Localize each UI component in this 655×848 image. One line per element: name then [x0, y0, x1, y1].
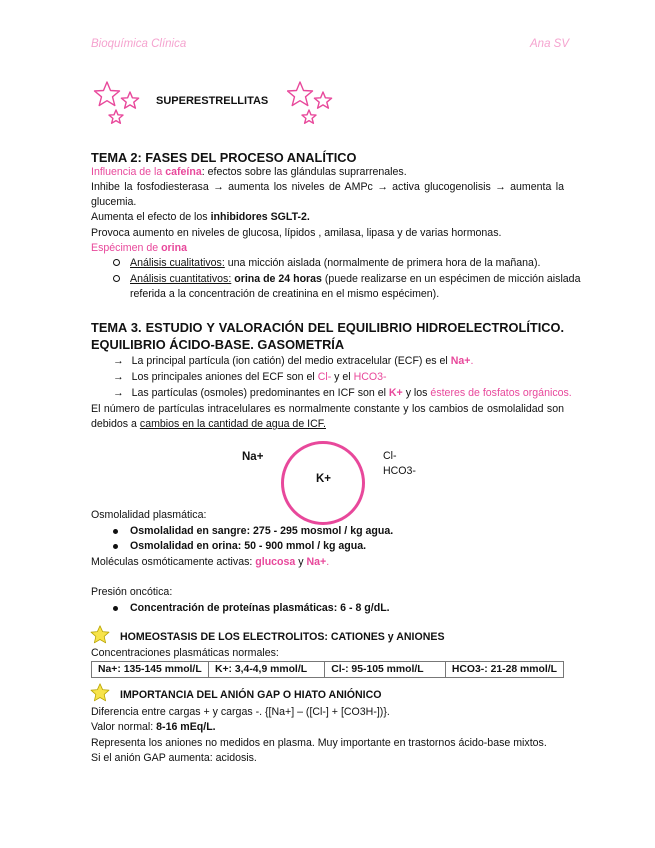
text-cafeina: cafeína [165, 166, 202, 178]
title: SUPERESTRELLITAS [156, 95, 269, 107]
text: . [326, 556, 330, 568]
list-item-cont: referida a la concentración de creatinina en el mismo espécimen). [130, 288, 440, 300]
homeo-heading: HOMEOSTASIS DE LOS ELECTROLITOS: CATIONES y ANIONES [120, 631, 445, 643]
list-item [113, 601, 390, 616]
star-filled-icon [90, 683, 110, 702]
header-subject: Bioquímica Clínica [91, 38, 187, 50]
text: (puede realizarse en un espécimen de micción aislada [321, 273, 581, 285]
text: y [295, 556, 307, 568]
header-author: Ana SV [530, 38, 569, 50]
arrow-right-icon: → [113, 355, 124, 367]
text-cl: Cl- [317, 371, 332, 383]
text-underline: Análisis cuantitativos: [130, 273, 232, 285]
text-hco3: HCO3- [353, 371, 387, 383]
text-na: Na+ [450, 355, 471, 367]
diagram-hco3-label: HCO3- [383, 465, 416, 477]
tema3-paragraph-1: El número de partículas intracelulares es normalmente constante y los cambios de osmolalidad son [91, 403, 564, 415]
diagram-k-label: K+ [316, 473, 332, 485]
osmo-label: Osmolalidad plasmática: [91, 509, 207, 521]
homeo-sub: Concentraciones plasmáticas normales: [91, 647, 279, 659]
text: una micción aislada (normalmente de primera hora de la mañana). [224, 257, 541, 269]
tema3-heading-1: TEMA 3. ESTUDIO Y VALORACIÓN DEL EQUILIBRIO HIDROELECTROLÍTICO. [91, 320, 564, 335]
gap-line-2 [91, 720, 216, 735]
text: . [470, 355, 474, 367]
arrow-right-icon: → [113, 387, 124, 399]
text-bold: 8-16 mEq/L. [156, 721, 216, 733]
text: y el [331, 371, 354, 383]
text: debidos a [91, 418, 140, 430]
text: Aumenta el efecto de los [91, 211, 211, 223]
text-na: Na+ [306, 556, 327, 568]
list-item [113, 370, 387, 385]
text: Los principales aniones del ECF son el [131, 371, 318, 383]
list-item [113, 354, 473, 369]
tema2-line-glucemia: glucemia. [91, 196, 137, 208]
gap-line-3: Representa los aniones no medidos en plasma. Muy importante en trastornos ácido-base mixtos. [91, 737, 547, 749]
tema2-line-sglt2 [91, 210, 310, 225]
text-pink: Influencia de la [91, 166, 166, 178]
text-k: K+ [388, 387, 403, 399]
text: Las partículas (osmoles) predominantes en ICF son el [131, 387, 389, 399]
table-cell: Na+: 135-145 mmol/L [92, 662, 209, 678]
tema2-line-aumento: Provoca aumento en niveles de glucosa, lípidos , amilasa, lipasa y de varias hormonas. [91, 227, 502, 239]
list-item [113, 386, 572, 401]
bullet-dot-icon [113, 529, 118, 534]
text: y los [402, 387, 431, 399]
table-cell: K+: 3,4-4,9 mmol/L [208, 662, 324, 678]
arrow-right-icon: → [113, 371, 124, 383]
text-bold: Concentración de proteínas plasmáticas: 6 - 8 g/dL. [130, 602, 390, 614]
list-item [113, 272, 580, 287]
text-sglt2: inhibidores SGLT-2. [210, 211, 310, 223]
text: Moléculas osmóticamente activas: [91, 556, 256, 568]
star-outline-icon [92, 80, 144, 128]
diagram-na-label: Na+ [242, 451, 264, 463]
star-outline-icon [287, 80, 339, 128]
text: Valor normal: [91, 721, 157, 733]
bullet-dot-icon [113, 606, 118, 611]
bullet-circle-icon [113, 275, 120, 282]
star-filled-icon [90, 625, 110, 644]
diagram-cl-label: Cl- [383, 450, 397, 462]
oncotica-label: Presión oncótica: [91, 586, 173, 598]
list-item [113, 539, 366, 554]
gap-line-4: Si el anión GAP aumenta: acidosis. [91, 752, 257, 764]
text-orina: orina [161, 242, 187, 254]
text-bold: Osmolalidad en orina: 50 - 900 mmol / kg agua. [130, 540, 367, 552]
text-bold: orina de 24 horas [231, 273, 322, 285]
table-cell: Cl-: 95-105 mmol/L [325, 662, 446, 678]
table-cell: HCO3-: 21-28 mmol/L [445, 662, 563, 678]
tema3-paragraph-2 [91, 417, 326, 432]
bullet-circle-icon [113, 259, 120, 266]
gap-heading: IMPORTANCIA DEL ANIÓN GAP O HIATO ANIÓNICO [120, 689, 382, 701]
tema2-line-especimen [91, 241, 187, 256]
concentrations-table [91, 661, 564, 678]
tema2-heading: TEMA 2: FASES DEL PROCESO ANALÍTICO [91, 150, 357, 165]
list-item [113, 256, 540, 271]
text-pink: Espécimen de [91, 242, 162, 254]
tema2-line-fosfo: Inhibe la fosfodiesterasa → aumenta los niveles de AMPc → activa glucogenolisis → aumenta la [91, 181, 564, 193]
osmo-moleculas [91, 555, 329, 570]
bullet-dot-icon [113, 544, 118, 549]
tema2-line-cafeina [91, 165, 407, 180]
text: La principal partícula (ion catión) del medio extracelular (ECF) es el [131, 355, 451, 367]
text-glucosa: glucosa [255, 556, 296, 568]
text-bold: Osmolalidad en sangre: 275 - 295 mosmol / kg agua. [130, 525, 394, 537]
text-underline: Análisis cualitativos: [130, 257, 225, 269]
list-item [113, 524, 393, 539]
text: : efectos sobre las glándulas suprarrenales. [201, 166, 407, 178]
tema3-heading-2: EQUILIBRIO ÁCIDO-BASE. GASOMETRÍA [91, 337, 345, 352]
text-esteres: ésteres de fosfatos orgánicos. [430, 387, 572, 399]
gap-line-1: Diferencia entre cargas + y cargas -. {[Na+] – ([Cl-] + [CO3H-])}. [91, 706, 390, 718]
table-row [92, 662, 564, 678]
text-underline: cambios en la cantidad de agua de ICF. [139, 418, 326, 430]
